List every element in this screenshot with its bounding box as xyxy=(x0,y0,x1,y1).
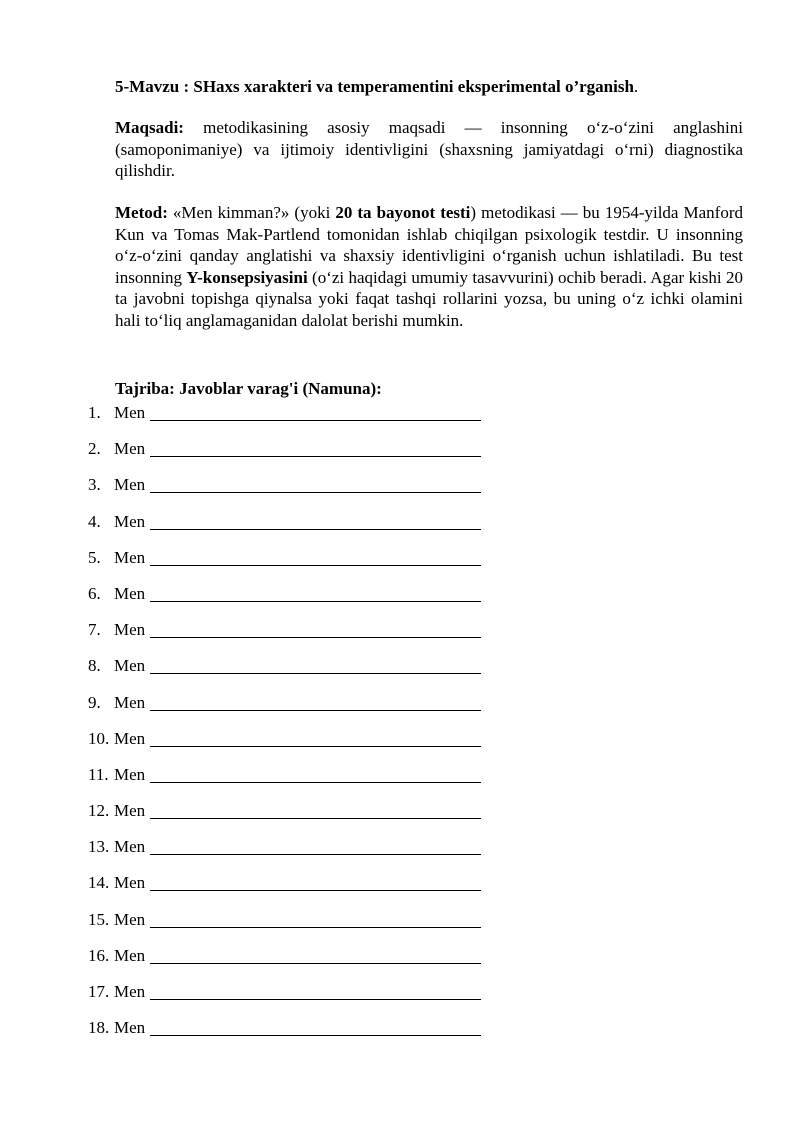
answer-prefix: Men xyxy=(114,982,146,1001)
answer-prefix: Men xyxy=(114,620,146,640)
answer-line-6 xyxy=(88,582,481,618)
answer-line-5 xyxy=(88,546,481,582)
answer-blank-field[interactable] xyxy=(150,582,481,602)
answer-prefix: Men xyxy=(114,837,146,857)
answer-line-12 xyxy=(88,799,481,835)
answer-line-13 xyxy=(88,835,481,871)
answer-number: 13. xyxy=(88,837,110,857)
answer-prefix: Men xyxy=(114,511,146,531)
answer-prefix: Men xyxy=(114,475,146,495)
answer-line-16 xyxy=(88,944,481,980)
answer-line-1 xyxy=(88,401,481,437)
answer-prefix: Men xyxy=(114,583,146,603)
answer-number: 17. xyxy=(88,982,110,1001)
answer-blank-field[interactable] xyxy=(150,654,481,674)
answer-prefix: Men xyxy=(114,909,146,929)
topic-title xyxy=(115,76,743,98)
answer-blank-field[interactable] xyxy=(150,618,481,638)
answer-blank-field[interactable] xyxy=(150,871,481,891)
answer-blank-field[interactable] xyxy=(150,691,481,711)
answer-number: 3. xyxy=(88,475,101,495)
answer-line-9 xyxy=(88,691,481,727)
answer-blank-field[interactable] xyxy=(150,1016,481,1036)
answer-blank-field[interactable] xyxy=(150,944,481,964)
answer-blank-field[interactable] xyxy=(150,473,481,493)
answer-number: 1. xyxy=(88,403,101,422)
answer-blank-field[interactable] xyxy=(150,510,481,530)
maqsad-label: Maqsadi: xyxy=(115,118,184,137)
answer-prefix: Men xyxy=(114,1018,146,1038)
answer-number: 10. xyxy=(88,728,110,748)
answer-line-7 xyxy=(88,618,481,654)
metod-bold-concept: Y-konsepsiyasini xyxy=(186,267,308,287)
answer-number: 2. xyxy=(88,439,101,459)
answer-number: 9. xyxy=(88,692,101,712)
answer-line-15 xyxy=(88,908,481,944)
answer-line-10 xyxy=(88,727,481,763)
answer-blank-field[interactable] xyxy=(150,980,481,1000)
answer-blank-field[interactable] xyxy=(150,908,481,928)
answer-line-3 xyxy=(88,473,481,509)
answer-blank-field[interactable] xyxy=(150,799,481,819)
answer-number: 6. xyxy=(88,583,101,603)
metod-text-3: (o‘zi haqidagi umumiy tasavvurini) ochib beradi. Agar kishi 20 ta javobni topishga qiynalsa yoki faqat tashqi rollarini yozsa, bu uning o‘z ichki olamini hali to‘liq anglamaganidan dalolat berishi mumkin. xyxy=(115,267,743,330)
topic-title-text: 5-Mavzu : SHaxs xarakteri va temperamentini eksperimental o’rganish xyxy=(115,77,634,96)
answer-line-14 xyxy=(88,871,481,907)
answer-line-17 xyxy=(88,980,481,1016)
answer-prefix: Men xyxy=(114,656,146,676)
answer-number: 5. xyxy=(88,547,101,567)
answer-line-18 xyxy=(88,1016,481,1052)
answer-number: 15. xyxy=(88,909,110,929)
topic-title-period: . xyxy=(633,77,639,96)
answer-blank-field[interactable] xyxy=(150,835,481,855)
answer-line-4 xyxy=(88,510,481,546)
metod-text-1: «Men kimman?» (yoki xyxy=(167,203,336,222)
answer-prefix: Men xyxy=(114,945,146,965)
answer-line-8 xyxy=(88,654,481,690)
answer-blank-field[interactable] xyxy=(150,763,481,783)
answer-blank-field[interactable] xyxy=(150,546,481,566)
answer-prefix: Men xyxy=(114,692,146,712)
answer-line-11 xyxy=(88,763,481,799)
answer-number: 12. xyxy=(88,801,110,821)
answer-blank-field[interactable] xyxy=(150,727,481,747)
answer-number: 16. xyxy=(88,945,110,965)
maqsad-text: metodikasining asosiy maqsadi — insonning o‘z-o‘zini anglashini (samoponimaniye) va ijtimoiy identivligini (shaxsning jamiyatdagi o‘rni) diagnostika qilishdir. xyxy=(115,118,743,180)
tajriba-heading: Tajriba: Javoblar varag'i (Namuna): xyxy=(115,379,382,398)
answer-number: 4. xyxy=(88,511,101,531)
answer-prefix: Men xyxy=(114,403,146,422)
answer-number: 8. xyxy=(88,656,101,676)
answer-blank-field[interactable] xyxy=(150,437,481,457)
answer-number: 18. xyxy=(88,1018,110,1038)
answer-prefix: Men xyxy=(114,439,146,459)
answer-number: 14. xyxy=(88,873,110,893)
metod-paragraph xyxy=(115,202,743,331)
answer-blank-field[interactable] xyxy=(150,401,481,421)
answer-prefix: Men xyxy=(114,873,146,893)
answer-number: 11. xyxy=(88,764,109,784)
answer-prefix: Men xyxy=(114,728,146,748)
answer-number: 7. xyxy=(88,620,101,640)
maqsad-paragraph xyxy=(115,117,743,182)
answer-list xyxy=(88,401,481,1052)
answer-line-2 xyxy=(88,437,481,473)
answer-prefix: Men xyxy=(114,801,146,821)
answer-prefix: Men xyxy=(114,547,146,567)
metod-label: Metod: xyxy=(115,203,168,222)
metod-text-2: ) metodikasi — bu 1954-yilda Manford Kun va Tomas Mak-Partlend tomonidan ishlab chiqilgan psixologik testdir. U insonning o‘z-o‘zini qanday anglatishi va shaxsiy identivligini o‘rganish uchun ishlatiladi. Bu test insonning xyxy=(115,203,743,287)
metod-bold-test-name: 20 ta bayonot testi xyxy=(335,203,471,222)
answer-prefix: Men xyxy=(114,764,146,784)
